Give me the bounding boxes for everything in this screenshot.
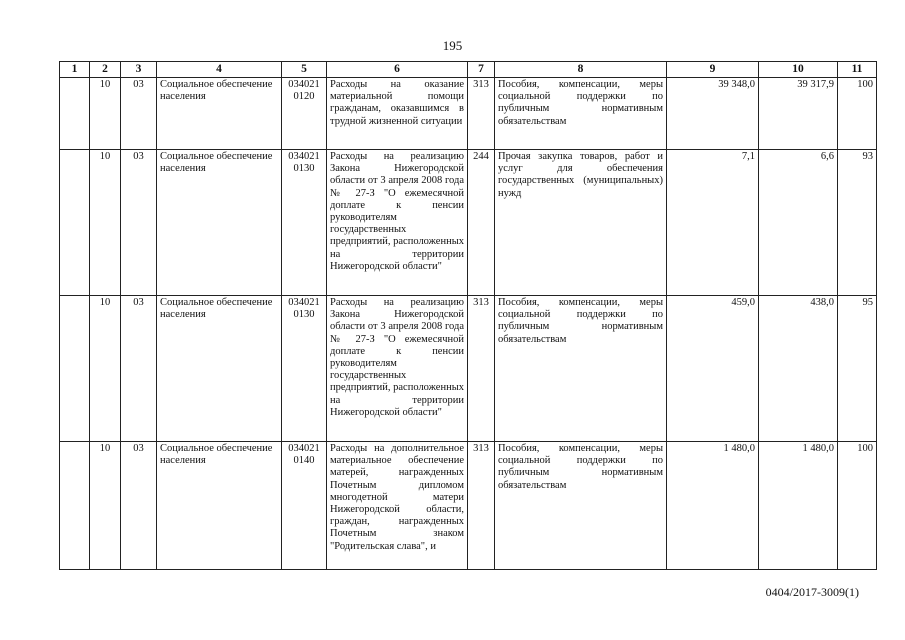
cell-expense-description: Расходы на реализацию Закона Нижегородской области от 3 апреля 2008 года № 27-З "О ежемесячной доплате к пенсии руководителям государственных предприятий, расположенных на территории Нижегородской области" (327, 296, 468, 442)
table-row (60, 150, 877, 296)
cell-expense-type-code: 313 (468, 296, 495, 442)
cell-actual-amount: 1 480,0 (759, 442, 838, 570)
cell-expense-type-code: 313 (468, 442, 495, 570)
cell-subsection: 03 (121, 442, 157, 570)
target-code-part2: 0130 (293, 309, 315, 321)
cell-expense-description: Расходы на дополнительное материальное обеспечение матерей, награжденных Почетным дипломом многодетной матери Нижегородской области, граждан, награжденных Почетным знаком "Родительская слава", и (327, 442, 468, 570)
cell-expense-type-name: Пособия, компенсации, меры социальной поддержки по публичным нормативным обязательствам (495, 78, 667, 150)
target-code-part1: 034021 (288, 79, 320, 90)
column-header: 10 (759, 62, 838, 78)
budget-table (59, 61, 877, 570)
cell-subsection: 03 (121, 296, 157, 442)
cell-percent: 93 (838, 150, 877, 296)
column-header: 4 (157, 62, 282, 78)
target-code-part2: 0130 (293, 163, 315, 175)
column-header: 8 (495, 62, 667, 78)
column-header: 9 (667, 62, 759, 78)
cell-expense-type-name: Прочая закупка товаров, работ и услуг для обеспечения государственных (муниципальных) нужд (495, 150, 667, 296)
cell-percent: 100 (838, 78, 877, 150)
cell-expense-type-name: Пособия, компенсации, меры социальной поддержки по публичным нормативным обязательствам (495, 442, 667, 570)
cell-subsection: 03 (121, 150, 157, 296)
cell-section: 10 (90, 296, 121, 442)
cell-planned-amount: 39 348,0 (667, 78, 759, 150)
cell-percent: 95 (838, 296, 877, 442)
cell-section: 10 (90, 442, 121, 570)
column-header: 7 (468, 62, 495, 78)
column-header: 5 (282, 62, 327, 78)
table-row (60, 442, 877, 570)
cell-subsection: 03 (121, 78, 157, 150)
cell-actual-amount: 39 317,9 (759, 78, 838, 150)
target-code-part1: 034021 (288, 151, 320, 162)
target-code-part2: 0120 (293, 91, 315, 103)
cell-actual-amount: 438,0 (759, 296, 838, 442)
column-header: 3 (121, 62, 157, 78)
page-number: 195 (442, 38, 463, 53)
column-header: 11 (838, 62, 877, 78)
cell-section-name: Социальное обеспечение населения (157, 78, 282, 150)
cell-expense-type-code: 313 (468, 78, 495, 150)
cell-target-code (282, 150, 327, 296)
target-code-part1: 034021 (288, 297, 320, 308)
cell-index (60, 296, 90, 442)
table-header-row (60, 62, 877, 78)
target-code-part2: 0140 (293, 455, 315, 467)
cell-expense-description: Расходы на оказание материальной помощи гражданам, оказавшимся в трудной жизненной ситуации (327, 78, 468, 150)
column-header: 1 (60, 62, 90, 78)
cell-section: 10 (90, 150, 121, 296)
cell-planned-amount: 1 480,0 (667, 442, 759, 570)
column-header: 2 (90, 62, 121, 78)
cell-index (60, 442, 90, 570)
cell-planned-amount: 7,1 (667, 150, 759, 296)
cell-target-code (282, 442, 327, 570)
cell-section-name: Социальное обеспечение населения (157, 442, 282, 570)
cell-section: 10 (90, 78, 121, 150)
cell-percent: 100 (838, 442, 877, 570)
cell-section-name: Социальное обеспечение населения (157, 296, 282, 442)
table-row (60, 78, 877, 150)
cell-index (60, 150, 90, 296)
cell-actual-amount: 6,6 (759, 150, 838, 296)
cell-index (60, 78, 90, 150)
cell-target-code (282, 78, 327, 150)
cell-target-code (282, 296, 327, 442)
cell-expense-type-name: Пособия, компенсации, меры социальной поддержки по публичным нормативным обязательствам (495, 296, 667, 442)
cell-expense-description: Расходы на реализацию Закона Нижегородской области от 3 апреля 2008 года № 27-З "О ежемесячной доплате к пенсии руководителям государственных предприятий, расположенных на территории Нижегородской области" (327, 150, 468, 296)
target-code-part1: 034021 (288, 443, 320, 454)
column-header: 6 (327, 62, 468, 78)
document-code: 0404/2017-3009(1) (765, 585, 859, 599)
cell-section-name: Социальное обеспечение населения (157, 150, 282, 296)
cell-planned-amount: 459,0 (667, 296, 759, 442)
cell-expense-type-code: 244 (468, 150, 495, 296)
table-row (60, 296, 877, 442)
